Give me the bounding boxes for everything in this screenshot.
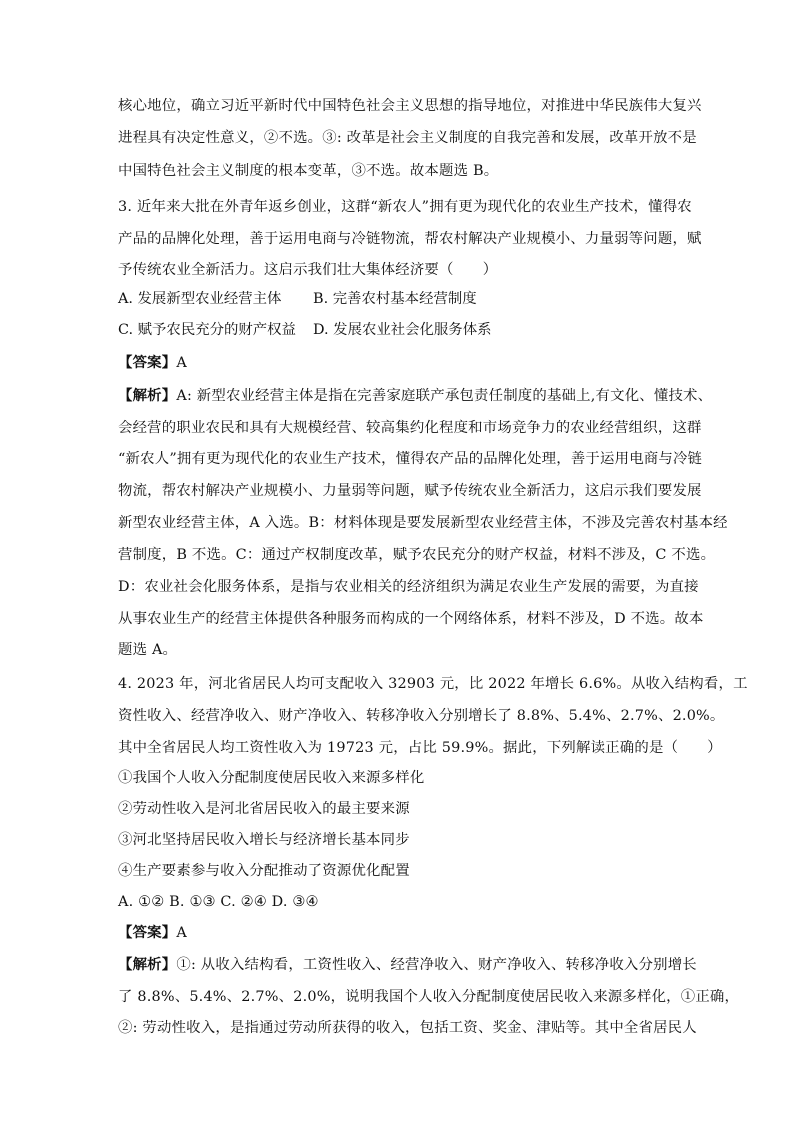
analysis-line: 了 8.8%、5.4%、2.7%、2.0%，说明我国个人收入分配制度使居民收入来源多样化，①正确， [118, 989, 740, 1005]
q4-statement-2: ②劳动性收入是河北省居民收入的最主要来源 [118, 801, 410, 817]
question-3-stem: 产品的品牌化处理，善于运用电商与冷链物流，帮农村解决产业规模小、力量弱等问题，赋 [118, 231, 702, 247]
analysis-line: D：农业社会化服务体系，是指与农业相关的经济组织为满足农业生产发展的需要，为直接 [118, 579, 699, 595]
analysis-tag: 【解析】 [118, 956, 177, 973]
analysis-line: 从事农业生产的经营主体提供各种服务而构成的一个网络体系，材料不涉及，D 不选。故本 [118, 611, 704, 627]
q3-analysis [118, 386, 712, 406]
question-3-stem: 予传统农业全新活力。这启示我们壮大集体经济要（ ） [118, 262, 498, 278]
question-4-stem: 其中全省居民人均工资性收入为 19723 元，占比 59.9%。据此，下列解读正确的是（ ） [118, 740, 722, 756]
q4-analysis [118, 955, 697, 975]
analysis-text: ①: 从收入结构看，工资性收入、经营净收入、财产净收入、转移净收入分别增长 [176, 957, 697, 973]
question-3-stem: 3. 近年来大批在外青年返乡创业，这群“新农人”拥有更为现代化的农业生产技术，懂得农 [118, 199, 692, 215]
analysis-line: 会经营的职业农民和具有大规模经营、较高集约化程度和市场竞争力的农业经营组织，这群 [118, 420, 702, 436]
question-4-stem: 4. 2023 年，河北省居民人均可支配收入 32903 元，比 2022 年增长 6.6%。从收入结构看，工 [118, 676, 748, 692]
q3-option-a: A. 发展新型农业经营主体 [118, 291, 282, 307]
analysis-line: “新农人”拥有更为现代化的农业生产技术，懂得农产品的品牌化处理，善于运用电商与冷链 [118, 451, 703, 467]
question-4-stem: 资性收入、经营净收入、财产净收入、转移净收入分别增长了 8.8%、5.4%、2.7%、2.0%。 [118, 708, 725, 724]
analysis-line: 新型农业经营主体，A 入选。B：材料体现是要发展新型农业经营主体，不涉及完善农村基本经 [118, 515, 728, 531]
q3-option-d: D. 发展农业社会化服务体系 [313, 322, 492, 338]
q4-statement-1: ①我国个人收入分配制度使居民收入来源多样化 [118, 770, 425, 786]
answer-tag: 【答案】 [118, 354, 177, 371]
q3-answer [118, 353, 187, 373]
analysis-line: 题选 A。 [118, 642, 178, 658]
text-line: 核心地位，确立习近平新时代中国特色社会主义思想的指导地位，对推进中华民族伟大复兴 [118, 98, 702, 114]
analysis-text: A: 新型农业经营主体是指在完善家庭联产承包责任制度的基础上,有文化、懂技术、 [176, 388, 713, 404]
analysis-line: 营制度，B 不选。C：通过产权制度改革，赋予农民充分的财产权益，材料不涉及，C 不选。 [118, 547, 716, 563]
q4-statement-3: ③河北坚持居民收入增长与经济增长基本同步 [118, 832, 410, 848]
analysis-line: ②: 劳动性收入，是指通过劳动所获得的收入，包括工资、奖金、津贴等。其中全省居民人 [118, 1020, 697, 1036]
q4-answer [118, 923, 187, 943]
analysis-line: 物流，帮农村解决产业规模小、力量弱等问题，赋予传统农业全新活力，这启示我们要发展 [118, 483, 702, 499]
answer-value: A [176, 355, 187, 371]
answer-value: A [176, 925, 187, 941]
analysis-tag: 【解析】 [118, 387, 177, 404]
answer-tag: 【答案】 [118, 924, 177, 941]
q3-option-b: B. 完善农村基本经营制度 [313, 291, 477, 307]
text-line: 中国特色社会主义制度的根本变革，③不选。故本题选 B。 [118, 163, 499, 179]
q4-options: A. ①② B. ①③ C. ②④ D. ③④ [118, 894, 319, 910]
q3-option-c: C. 赋予农民充分的财产权益 [118, 322, 296, 338]
q4-statement-4: ④生产要素参与收入分配推动了资源优化配置 [118, 863, 410, 879]
text-line: 进程具有决定性意义，②不选。③: 改革是社会主义制度的自我完善和发展，改革开放不是 [118, 130, 697, 146]
